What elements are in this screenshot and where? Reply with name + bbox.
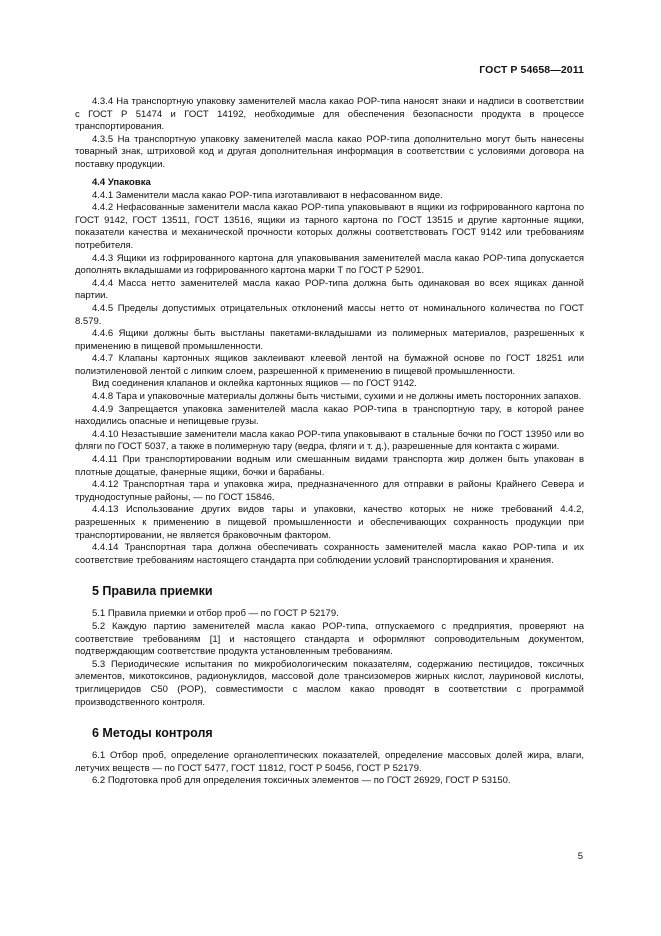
paragraph: 4.4.2 Нефасованные заменители масла какао POP-типа упаковывают в ящики из гофрированного картона по ГОСТ 9142, ГОСТ 13511, ГОСТ 13516, ящики из тарного картона по ГОСТ 13515 и другие картонные ящики, показатели качества и механической прочности которых должны соответствовать ГОСТ 9142 или требованиям потребителя.: [75, 202, 584, 251]
paragraph: 4.4.13 Использование других видов тары и упаковки, качество которых не ниже требований 4.4.2, разрешенных к применению в пищевой промышленности и обеспечивающих сохранность продукции при транспортировании, не является браковочным фактором.: [75, 504, 584, 541]
paragraph: 4.3.4 На транспортную упаковку заменителей масла какао POP-типа наносят знаки и надписи в соответствии с ГОСТ Р 51474 и ГОСТ 14192, необходимые для обеспечения безопасности продукта в процессе транспортирования.: [75, 96, 584, 133]
paragraph: 4.4.10 Незастывшие заменители масла какао POP-типа упаковывают в стальные бочки по ГОСТ 13950 или во фляги по ГОСТ 5037, а также в полимерную тару (ведра, фляги и т. д.), разрешенные для контакта с жирами.: [75, 428, 584, 453]
paragraph: 5.2 Каждую партию заменителей масла какао POP-типа, отпускаемого с предприятия, проверяют на соответствие требованиям [1] и настоящего стандарта и оформляют сопроводительным документом, подтверждающим соответствие продукта установленным требованиям.: [75, 620, 584, 658]
paragraph: 4.4.3 Ящики из гофрированного картона для упаковывания заменителей масла какао POP-типа допускается дополнять вкладышами из гофрированного картона марки Т по ГОСТ Р 52901.: [75, 252, 584, 277]
paragraph: 4.4.5 Пределы допустимых отрицательных отклонений массы нетто от номинального количества по ГОСТ 8.579.: [75, 302, 584, 327]
paragraph: 4.4.11 При транспортировании водным или смешанным видами транспорта жир должен быть упакован в плотные дощатые, фанерные ящики, бочки и барабаны.: [75, 454, 584, 478]
paragraph: 5.1 Правила приемки и отбор проб — по ГОСТ Р 52179.: [92, 608, 339, 620]
paragraph: 4.4.7 Клапаны картонных ящиков заклеивают клеевой лентой на бумажной основе по ГОСТ 18251 или полиэтиленовой лентой с липким слоем, разрешенной к применению в пищевой промышленности.: [75, 353, 584, 377]
paragraph: 6.2 Подготовка проб для определения токсичных элементов — по ГОСТ 26929, ГОСТ Р 53150.: [92, 775, 511, 787]
paragraph: 5.3 Периодические испытания по микробиологическим показателям, содержанию пестицидов, токсичных элементов, микотоксинов, радионуклидов, массовой доле трансизомеров жирных кислот, лауриновой кислоты, триглицеридов С50 (POP), совместимости с маслом какао проводят в соответствии с программой производственного контроля.: [75, 658, 584, 708]
section-heading: 6 Методы контроля: [92, 726, 213, 741]
paragraph: 6.1 Отбор проб, определение органолептических показателей, определение массовых долей жира, влаги, летучих веществ — по ГОСТ 5477, ГОСТ 11812, ГОСТ Р 50456, ГОСТ Р 52179.: [75, 750, 584, 774]
section-heading: 5 Правила приемки: [92, 584, 213, 599]
paragraph: 4.3.5 На транспортную упаковку заменителей масла какао POP-типа дополнительно могут быть нанесены товарный знак, штриховой код и другая дополнительная информация в соответствии с условиями договора на поставку продукции.: [75, 133, 584, 170]
page-number: 5: [577, 851, 583, 862]
paragraph: 4.4.1 Заменители масла какао POP-типа изготавливают в нефасованном виде.: [92, 189, 443, 201]
subsection-heading: 4.4 Упаковка: [92, 176, 151, 188]
paragraph: 4.4.12 Транспортная тара и упаковка жира, предназначенного для отправки в районы Крайнего Севера и труднодоступные районы, — по ГОСТ 15846.: [75, 479, 584, 503]
paragraph: 4.4.4 Масса нетто заменителей масла какао POP-типа должна быть одинаковая во всех ящиках данной партии.: [75, 277, 584, 302]
paragraph: 4.4.6 Ящики должны быть выстланы пакетами-вкладышами из полимерных материалов, разрешенных к применению в пищевой промышленности.: [75, 328, 584, 352]
paragraph: Вид соединения клапанов и оклейка картонных ящиков — по ГОСТ 9142.: [92, 378, 417, 390]
document-header: ГОСТ Р 54658—2011: [479, 64, 584, 76]
paragraph: 4.4.9 Запрещается упаковка заменителей масла какао POP-типа в транспортную тару, в которой ранее находились опасные и непищевые грузы.: [75, 403, 584, 428]
paragraph: 4.4.8 Тара и упаковочные материалы должны быть чистыми, сухими и не должны иметь посторонних запахов.: [92, 391, 582, 403]
document-body: [75, 96, 584, 788]
paragraph: 4.4.14 Транспортная тара должна обеспечивать сохранность заменителей масла какао POP-типа и их соответствие требованиям настоящего стандарта при соблюдении условий транспортирования и хранения.: [75, 542, 584, 566]
